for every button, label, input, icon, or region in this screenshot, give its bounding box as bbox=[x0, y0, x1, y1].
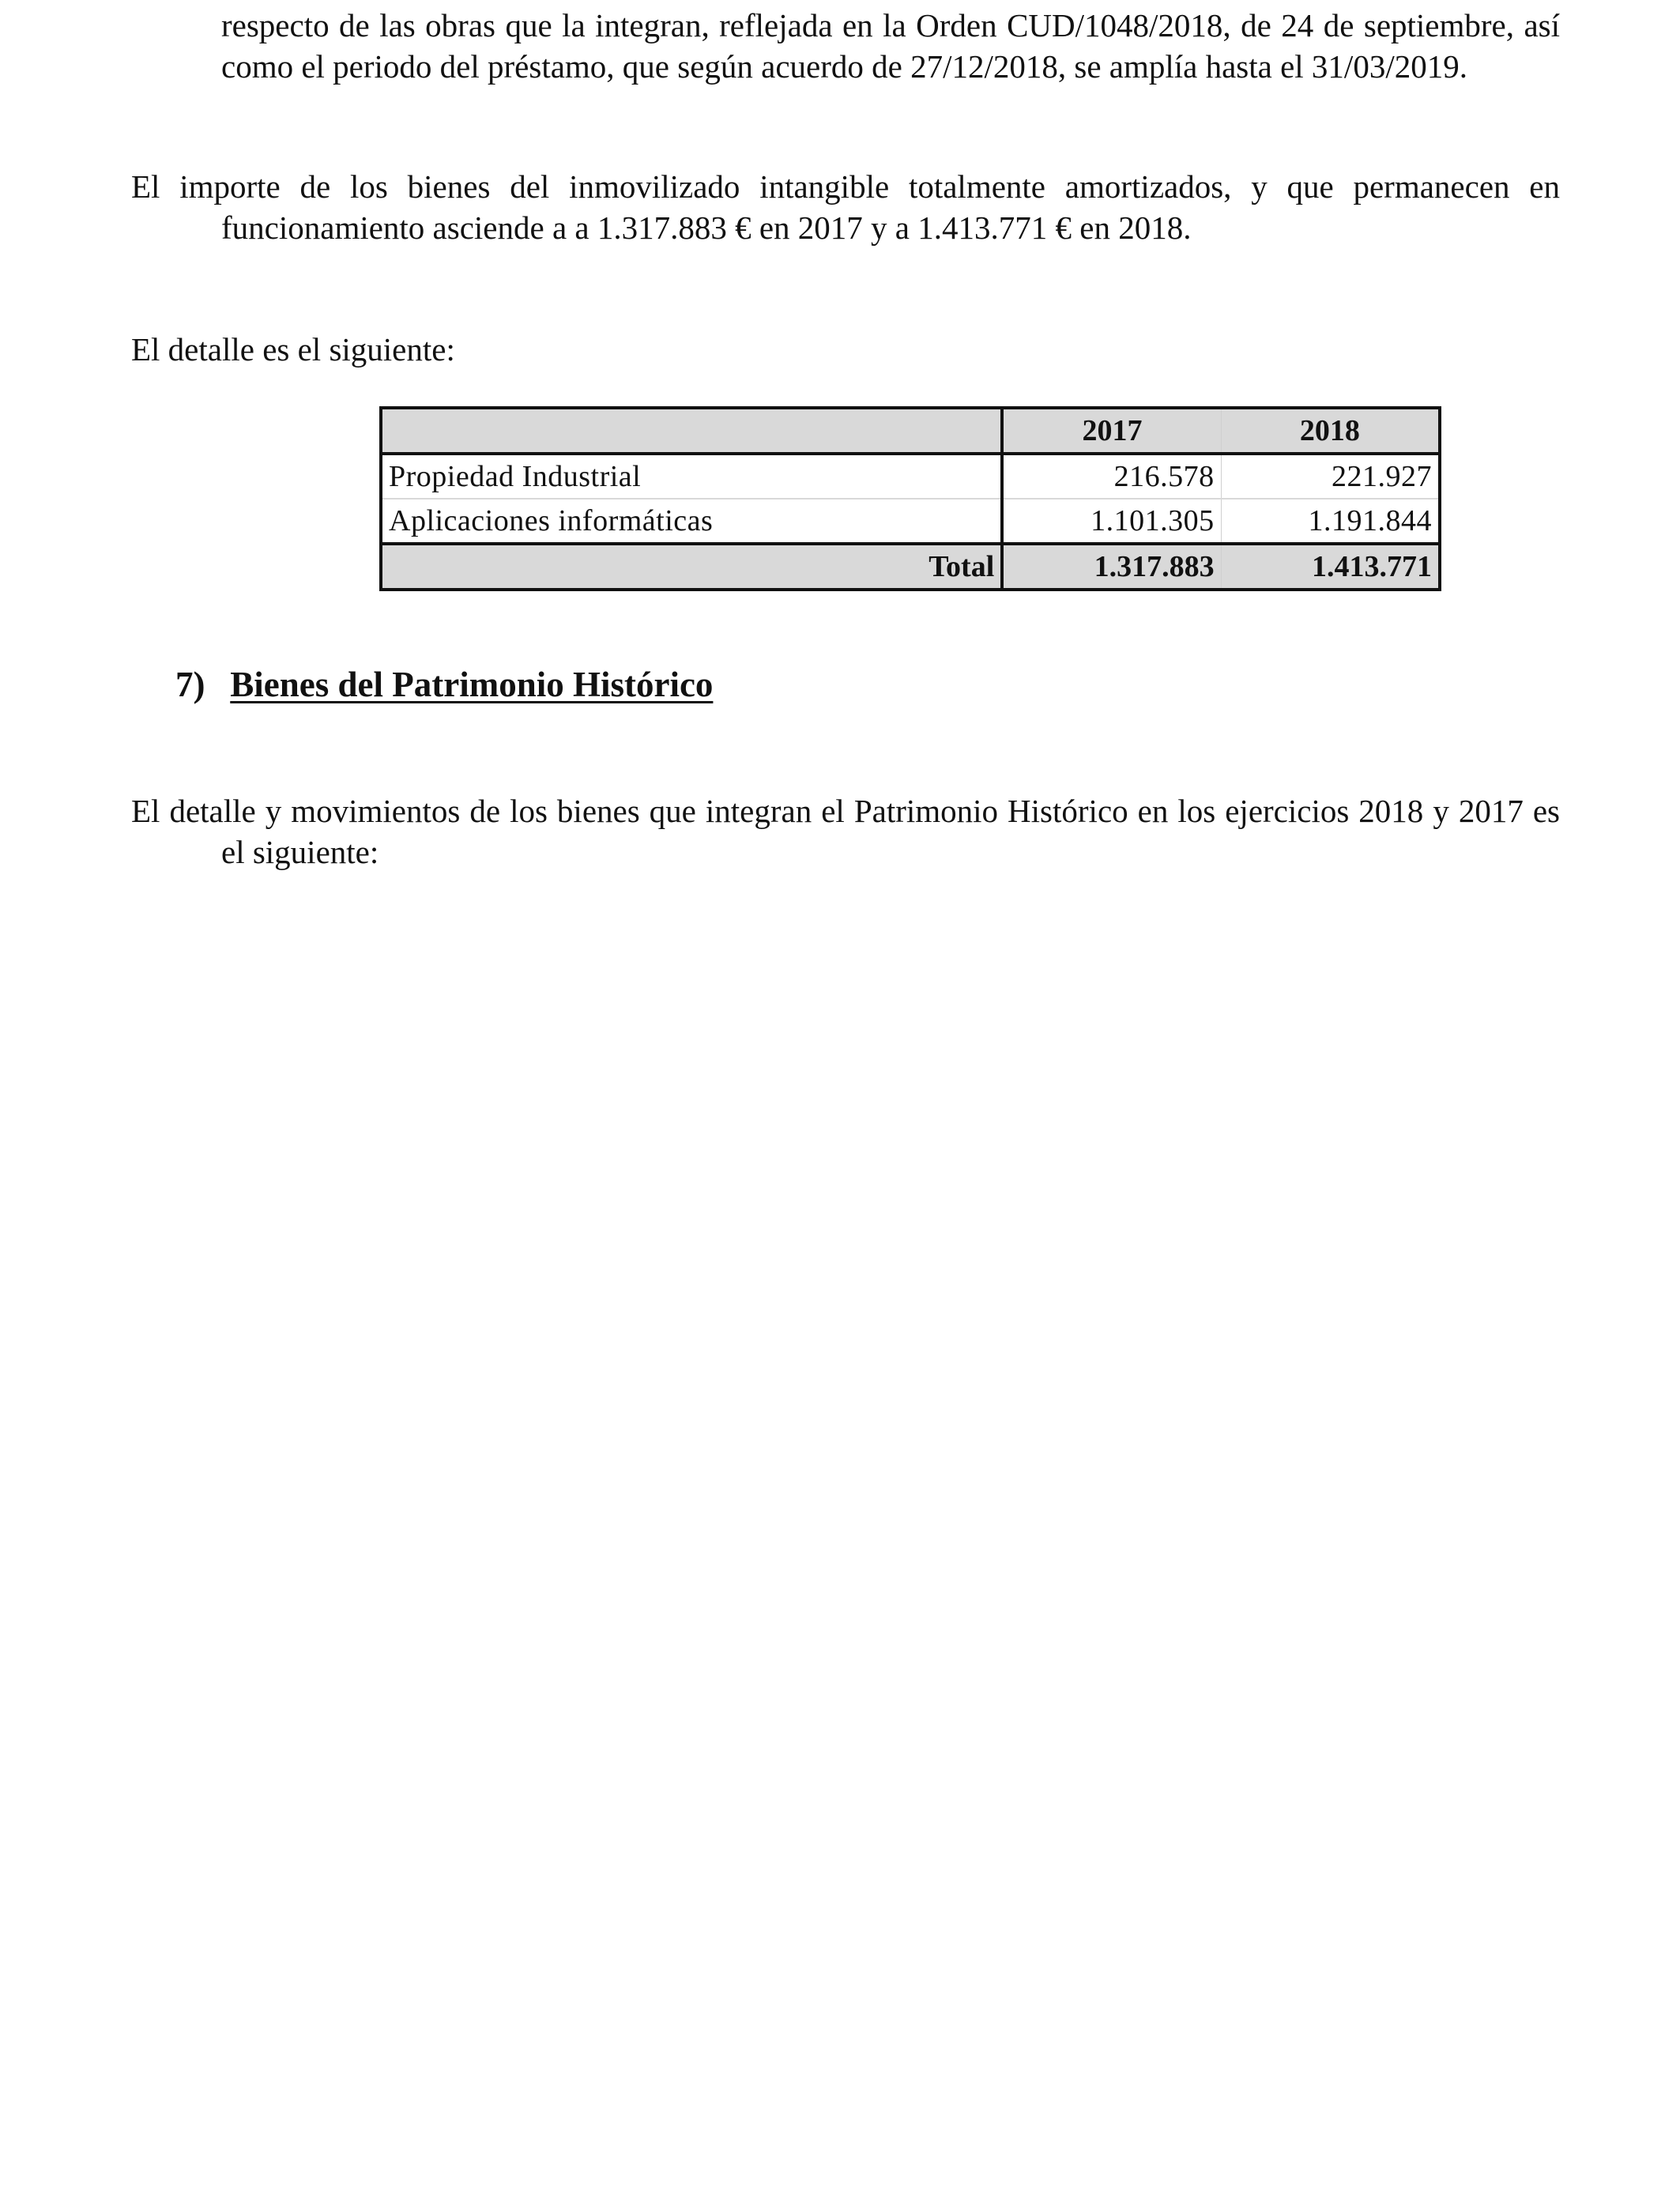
table-header-row bbox=[381, 408, 1440, 454]
section-number: 7) bbox=[175, 665, 205, 704]
row-label-aplicaciones-informaticas: Aplicaciones informáticas bbox=[381, 499, 1002, 544]
total-label: Total bbox=[381, 544, 1002, 590]
table-row bbox=[381, 499, 1440, 544]
table-header-2017: 2017 bbox=[1002, 408, 1221, 454]
paragraph-detalle: El detalle es el siguiente: bbox=[131, 331, 455, 368]
table-header-2018: 2018 bbox=[1221, 408, 1440, 454]
amortized-assets-table bbox=[379, 406, 1441, 591]
row-value-2017: 216.578 bbox=[1002, 454, 1221, 499]
paragraph-obras: respecto de las obras que la integran, reflejada en la Orden CUD/1048/2018, de 24 de septiembre, así como el periodo del préstamo, que según acuerdo de 27/12/2018, se amplía hasta el 31/03/2019. bbox=[221, 7, 1560, 85]
table-total-row bbox=[381, 544, 1440, 590]
total-value-2017: 1.317.883 bbox=[1002, 544, 1221, 590]
row-value-2017: 1.101.305 bbox=[1002, 499, 1221, 544]
table-header-blank bbox=[381, 408, 1002, 454]
row-value-2018: 1.191.844 bbox=[1221, 499, 1440, 544]
row-label-propiedad-industrial: Propiedad Industrial bbox=[381, 454, 1002, 499]
row-value-2018: 221.927 bbox=[1221, 454, 1440, 499]
section-heading bbox=[175, 662, 713, 707]
total-value-2018: 1.413.771 bbox=[1221, 544, 1440, 590]
paragraph-patrimonio: El detalle y movimientos de los bienes que integran el Patrimonio Histórico en los ejercicios 2018 y 2017 es el siguiente: bbox=[131, 793, 1560, 870]
section-title: Bienes del Patrimonio Histórico bbox=[230, 665, 714, 704]
table-row bbox=[381, 454, 1440, 499]
paragraph-amortizados: El importe de los bienes del inmovilizado intangible totalmente amortizados, y que permanecen en funcionamiento asciende a a 1.317.883 € en 2017 y a 1.413.771 € en 2018. bbox=[131, 168, 1560, 246]
